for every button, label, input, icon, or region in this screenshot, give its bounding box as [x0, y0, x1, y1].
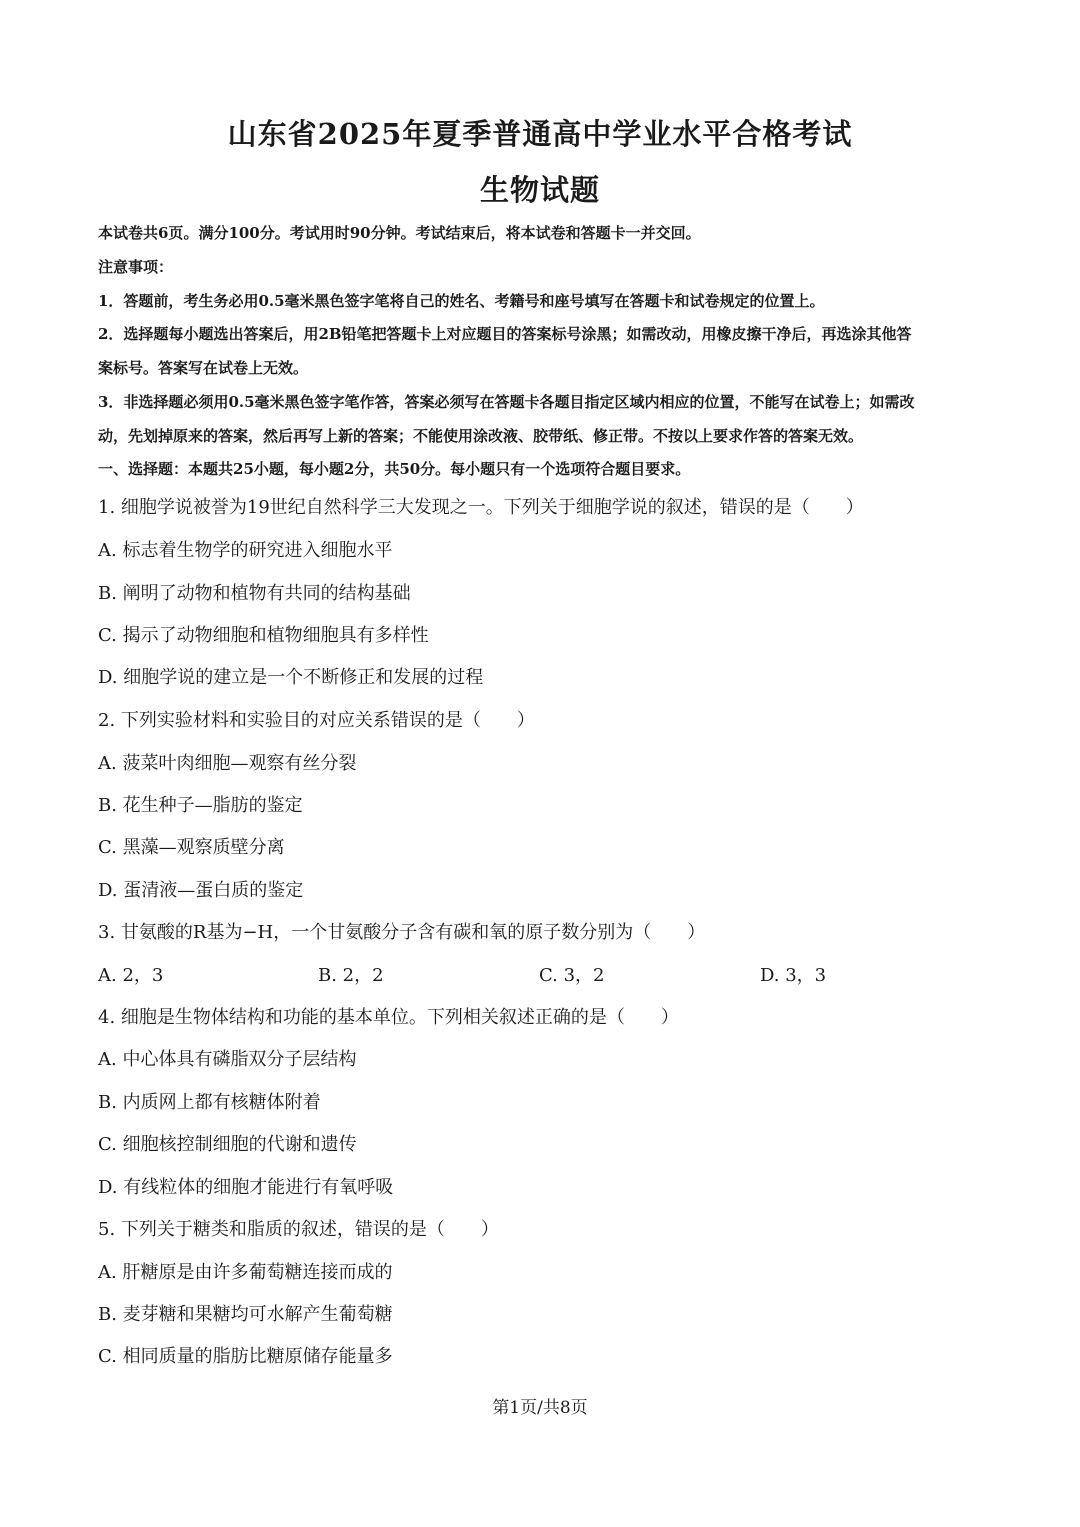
note-line: 2．选择题每小题选出答案后，用2B铅笔把答题卡上对应题目的答案标号涂黑；如需改动，用橡皮擦干净后，再选涂其他答	[98, 325, 912, 343]
note-line: 3．非选择题必须用0.5毫米黑色签字笔作答，答案必须写在答题卡各题目指定区域内相应的位置，不能写在试卷上；如需改	[98, 393, 915, 411]
exam-subtitle: 生物试题	[479, 173, 600, 207]
question-option: C. 黑藻—观察质壁分离	[98, 837, 285, 858]
question-stem: 5. 下列关于糖类和脂质的叙述，错误的是（ ）	[98, 1219, 499, 1240]
question-option: B. 内质网上都有核糖体附着	[98, 1092, 321, 1113]
question-stem: 1. 细胞学说被誉为19世纪自然科学三大发现之一。下列关于细胞学说的叙述，错误的是（ ）	[98, 497, 864, 518]
question-option: B. 2，2	[318, 965, 384, 986]
question-option: A. 2，3	[98, 965, 164, 986]
page-number: 第1页/共8页	[492, 1398, 588, 1418]
question-option: A. 肝糖原是由许多葡萄糖连接而成的	[98, 1262, 393, 1283]
question-option: C. 细胞核控制细胞的代谢和遗传	[98, 1134, 357, 1155]
question-option: A. 菠菜叶肉细胞—观察有丝分裂	[98, 753, 357, 774]
section-heading: 一、选择题：本题共25小题，每小题2分，共50分。每小题只有一个选项符合题目要求。	[98, 460, 691, 478]
note-line: 动，先划掉原来的答案，然后再写上新的答案；不能使用涂改液、胶带纸、修正带。不按以上要求作答的答案无效。	[98, 427, 864, 445]
note-line: 案标号。答案写在试卷上无效。	[98, 359, 309, 377]
question-option: C. 相同质量的脂肪比糖原储存能量多	[98, 1346, 393, 1367]
question-option: B. 花生种子—脂肪的鉴定	[98, 795, 303, 816]
note-line: 1．答题前，考生务必用0.5毫米黑色签字笔将自己的姓名、考籍号和座号填写在答题卡和试卷规定的位置上。	[98, 292, 825, 310]
question-option: A. 中心体具有磷脂双分子层结构	[98, 1049, 357, 1070]
question-option: D. 细胞学说的建立是一个不断修正和发展的过程	[98, 667, 484, 688]
question-option: D. 蛋清液—蛋白质的鉴定	[98, 880, 304, 901]
question-stem: 4. 细胞是生物体结构和功能的基本单位。下列相关叙述正确的是（ ）	[98, 1007, 679, 1028]
notes-title: 注意事项：	[98, 258, 174, 276]
question-option: B. 麦芽糖和果糖均可水解产生葡萄糖	[98, 1304, 393, 1325]
question-option: D. 3，3	[760, 965, 827, 986]
question-option: C. 3，2	[539, 965, 605, 986]
question-stem: 2. 下列实验材料和实验目的对应关系错误的是（ ）	[98, 710, 535, 731]
exam-intro: 本试卷共6页。满分100分。考试用时90分钟。考试结束后，将本试卷和答题卡一并交回。	[98, 224, 701, 242]
question-option: C. 揭示了动物细胞和植物细胞具有多样性	[98, 625, 429, 646]
question-option: A. 标志着生物学的研究进入细胞水平	[98, 540, 393, 561]
question-option: D. 有线粒体的细胞才能进行有氧呼吸	[98, 1177, 394, 1198]
exam-title: 山东省2025年夏季普通高中学业水平合格考试	[227, 117, 853, 151]
question-stem: 3. 甘氨酸的R基为−H，一个甘氨酸分子含有碳和氧的原子数分别为（ ）	[98, 922, 706, 943]
question-option: B. 阐明了动物和植物有共同的结构基础	[98, 583, 411, 604]
